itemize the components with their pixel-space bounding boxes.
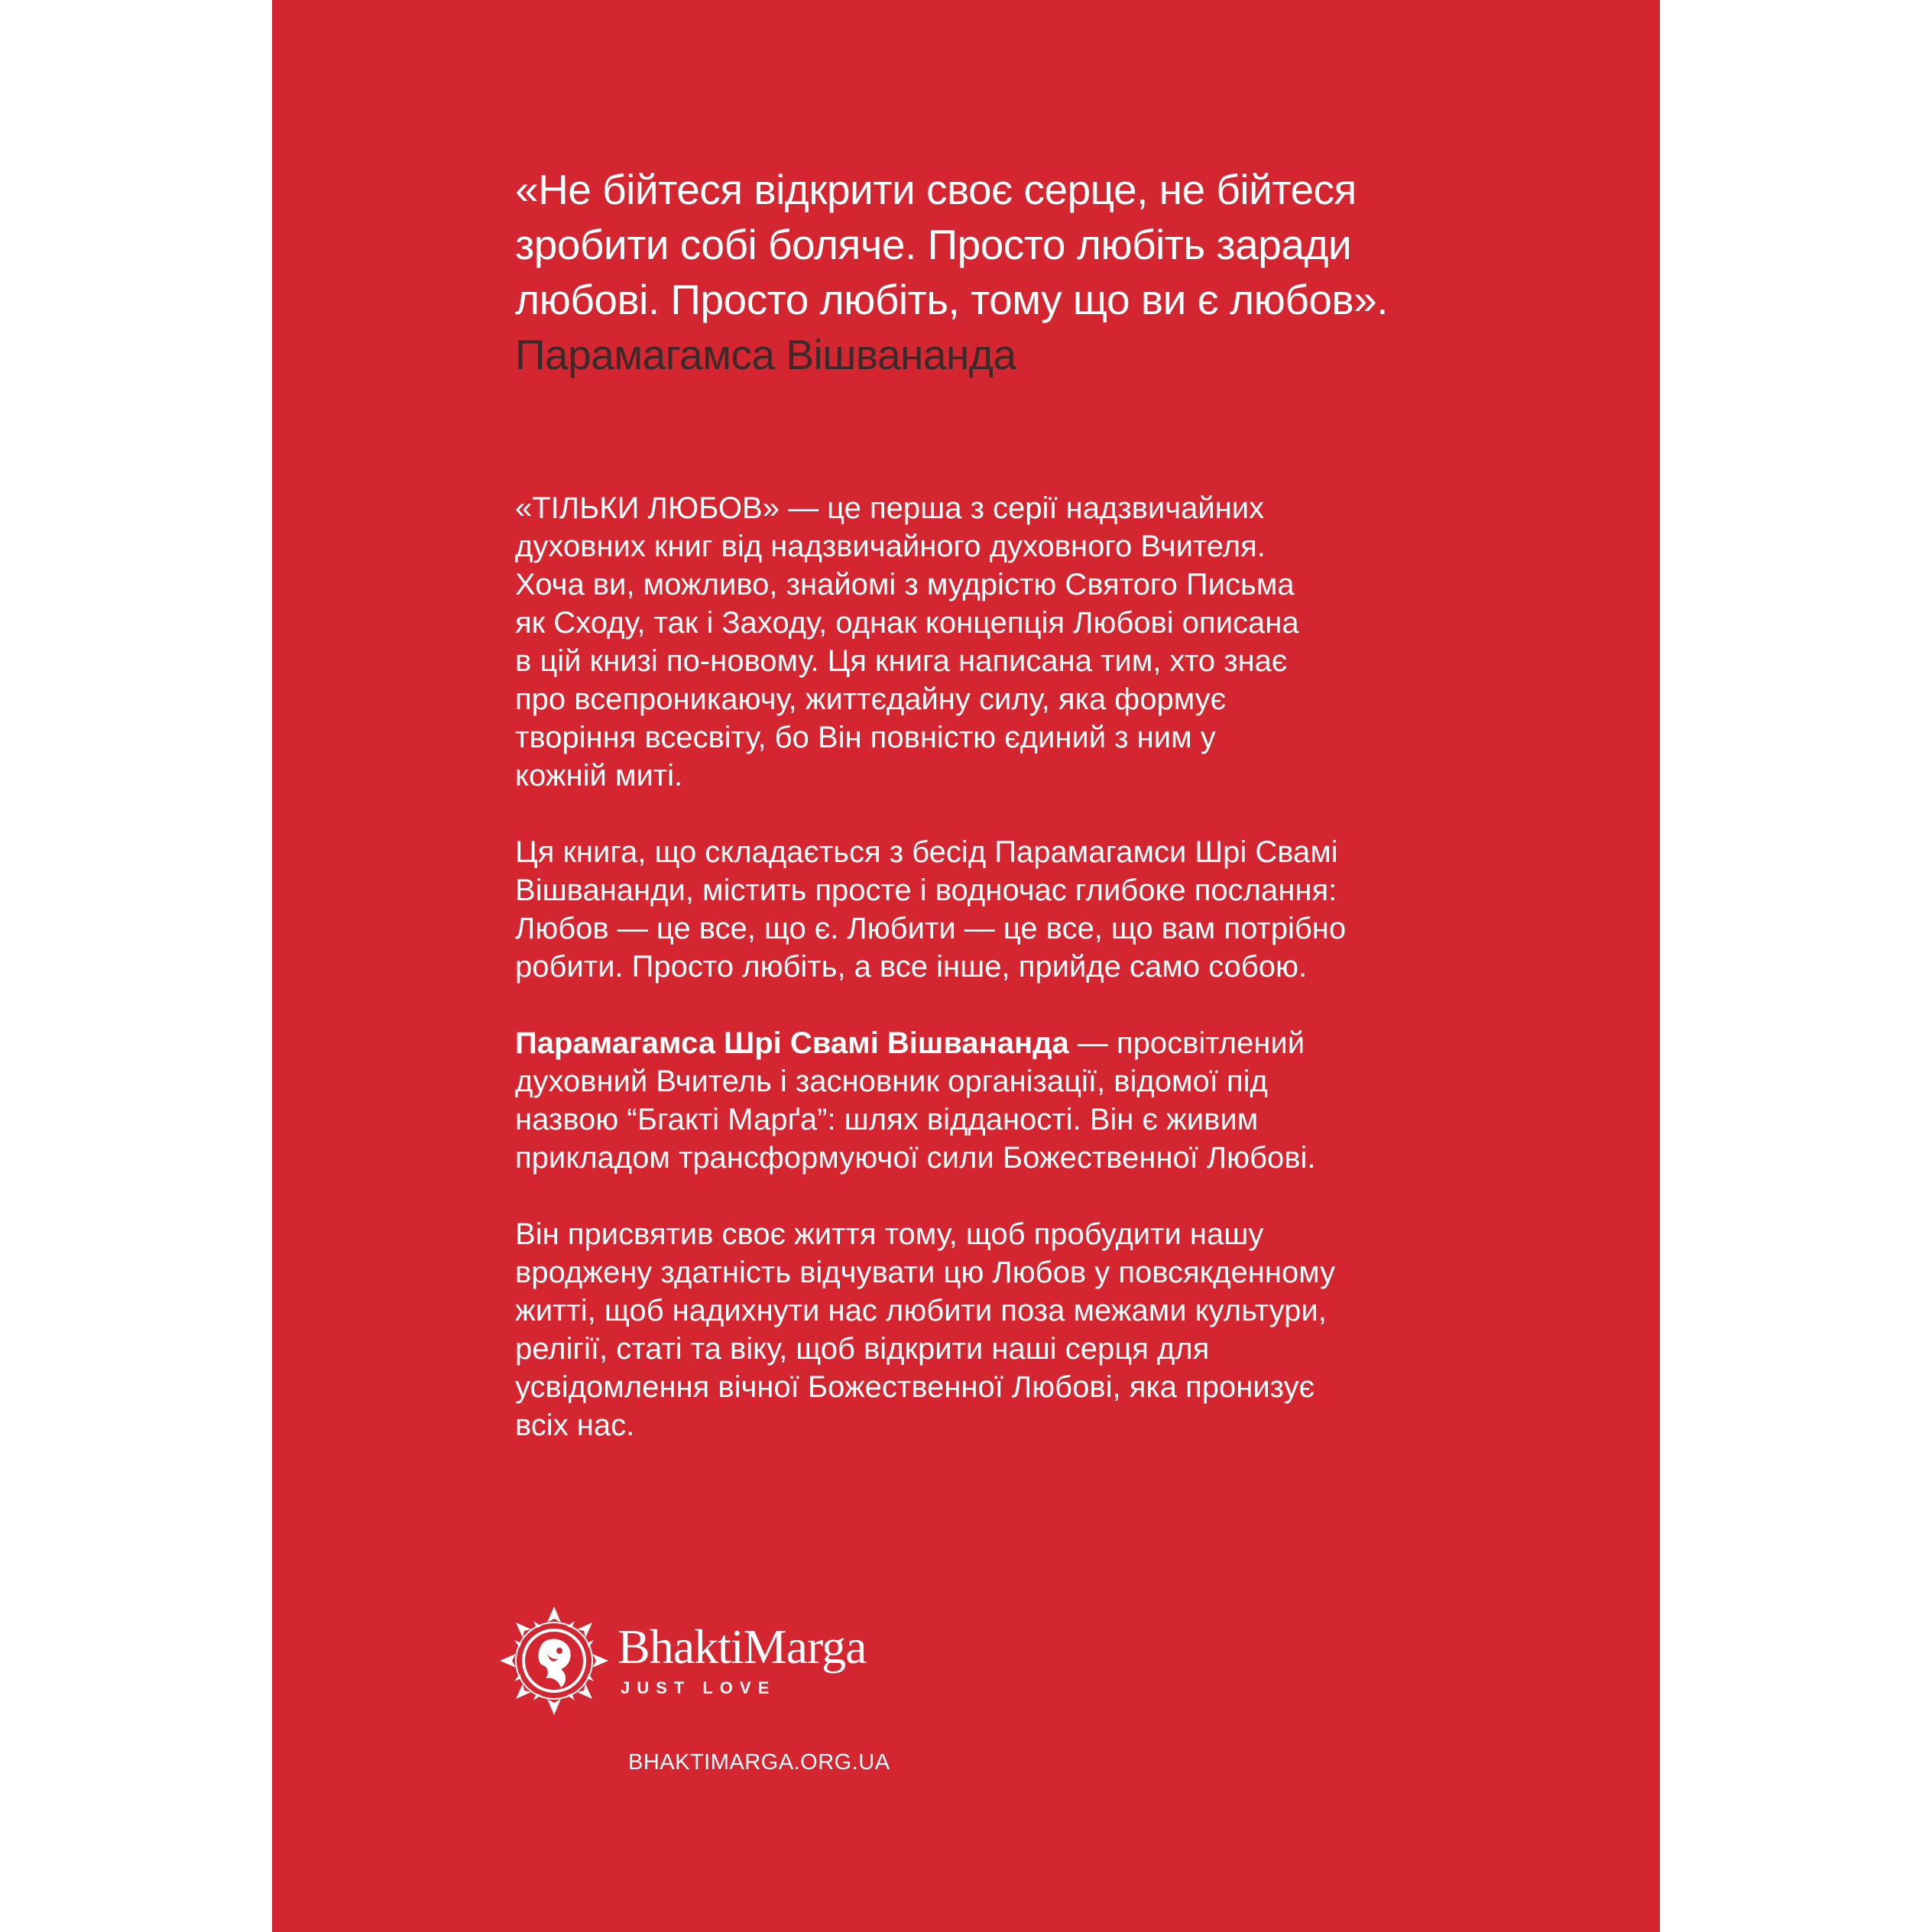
quote-block (515, 162, 1600, 382)
book-back-cover (272, 0, 1660, 1932)
description-paragraph-3 (515, 1024, 1493, 1177)
description-paragraph-1: «ТІЛЬКИ ЛЮБОВ» — це перша з серії надзвичайних духовних книг від надзвичайного духовного Вчителя. Хоча ви, можливо, знайомі з мудрістю Святого Письма як Сходу, так і Заходу, однак концепція Любові описана в цій книзі по-новому. Ця книга написана тим, хто знає про всепроникаючу, життєдайну силу, яка формує творіння всесвіту, бо Він повністю єдиний з ним у кожній миті. (515, 491, 1299, 793)
logo-wordmark: BhaktiMarga (618, 1619, 867, 1674)
description-paragraph-4: Він присвятив своє життя тому, щоб пробудити нашу вроджену здатність відчувати цю Любов у повсякденному житті, щоб надихнути нас любити поза межами культури, релігії, статі та віку, щоб відкрити наші серця для усвідомлення вічної Божественної Любові, яка пронизує всіх нас. (515, 1217, 1336, 1442)
publisher-logo (497, 1603, 925, 1718)
quote-author: Парамагамса Вішвананда (515, 331, 1016, 378)
description-paragraph-2: Ця книга, що складається з бесід Парамагамси Шрі Свамі Вішвананди, містить просте і водночас глибоке послання: Любов — це все, що є. Любити — це все, що вам потрібно робити. Просто любіть, а все інше, прийде само собою. (515, 835, 1347, 984)
lotus-emblem-icon (497, 1603, 611, 1718)
logo-tagline: JUST LOVE (621, 1678, 776, 1697)
author-name-bold: Парамагамса Шрі Свамі Вішвананда (515, 1026, 1069, 1060)
description-text (515, 489, 1493, 1483)
website-link[interactable]: BHAKTIMARGA.ORG.UA (628, 1750, 890, 1775)
quote-text: «Не бійтеся відкрити своє серце, не бійтеся зробити собі боляче. Просто любіть заради любові. Просто любіть, тому що ви є любов». (515, 166, 1389, 323)
author-description: — просвітлений духовний Вчитель і засновник організації, відомої під назвою “Бгакті Марґа”: шлях відданості. Він є живим прикладом трансформуючої сили Божественної Любові. (515, 1026, 1316, 1175)
